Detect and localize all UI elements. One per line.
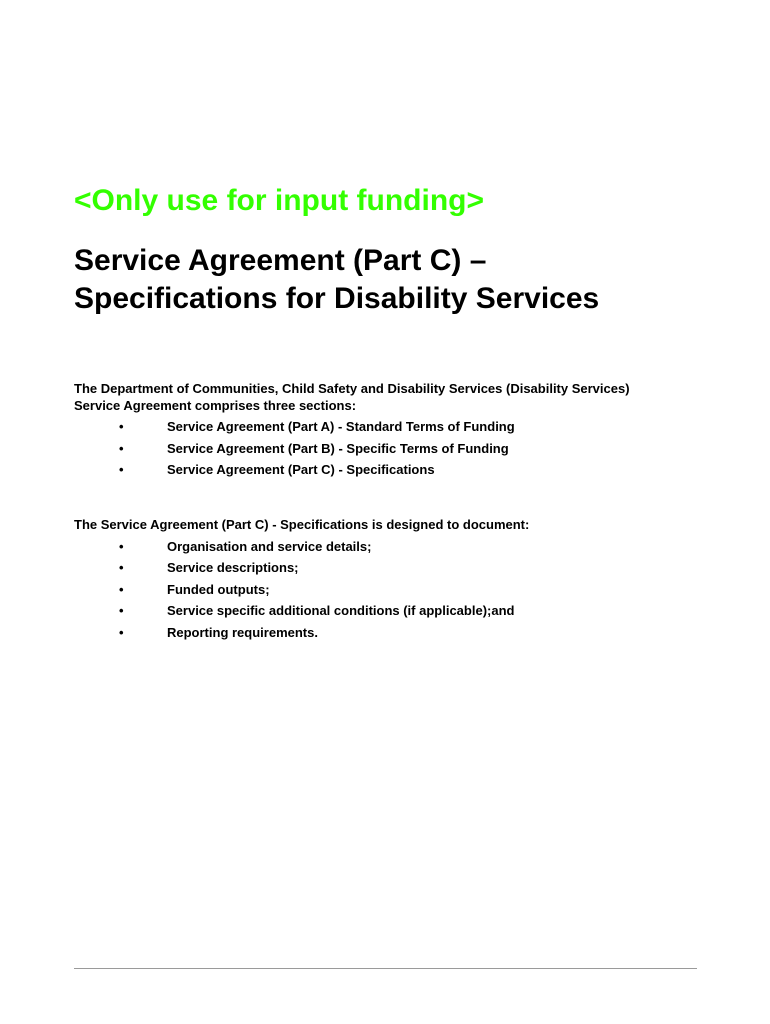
bullet-icon: • bbox=[119, 560, 124, 575]
list-item bbox=[74, 579, 714, 601]
purpose-list bbox=[74, 536, 714, 644]
list-item-text: Service Agreement (Part C) - Specifications bbox=[167, 462, 435, 477]
list-item bbox=[74, 459, 714, 481]
bullet-icon: • bbox=[119, 603, 124, 618]
bullet-icon: • bbox=[119, 538, 124, 554]
title-line-1: Service Agreement (Part C) – bbox=[74, 244, 487, 277]
footer-divider bbox=[74, 968, 697, 969]
sections-intro-line-1: The Department of Communities, Child Safety and Disability Services (Disability Services) bbox=[74, 381, 630, 396]
list-item bbox=[74, 622, 714, 644]
document-purpose bbox=[74, 517, 714, 643]
bullet-icon: • bbox=[119, 462, 124, 477]
list-item bbox=[74, 416, 714, 438]
list-item-text: Organisation and service details; bbox=[167, 538, 372, 554]
bullet-icon: • bbox=[119, 419, 124, 434]
title-line-2: Specifications for Disability Services bbox=[74, 282, 600, 315]
funding-notice: <Only use for input funding> bbox=[74, 184, 484, 217]
bullet-icon: • bbox=[119, 581, 124, 597]
list-item bbox=[74, 557, 714, 579]
list-item-text: Funded outputs; bbox=[167, 581, 270, 597]
list-item bbox=[74, 438, 714, 460]
sections-overview bbox=[74, 381, 714, 481]
sections-intro bbox=[74, 381, 714, 414]
bullet-icon: • bbox=[119, 624, 124, 640]
sections-intro-line-2: Service Agreement comprises three sections: bbox=[74, 397, 357, 413]
page-title bbox=[74, 242, 599, 318]
list-item-text: Reporting requirements. bbox=[167, 624, 318, 640]
list-item-text: Service Agreement (Part A) - Standard Terms of Funding bbox=[167, 419, 515, 434]
list-item-text: Service specific additional conditions (if applicable);and bbox=[167, 603, 515, 618]
list-item bbox=[74, 536, 714, 558]
list-item-text: Service Agreement (Part B) - Specific Terms of Funding bbox=[167, 440, 509, 456]
purpose-intro: The Service Agreement (Part C) - Specifications is designed to document: bbox=[74, 517, 530, 532]
sections-list bbox=[74, 416, 714, 481]
list-item bbox=[74, 600, 714, 622]
list-item-text: Service descriptions; bbox=[167, 560, 299, 575]
bullet-icon: • bbox=[119, 440, 124, 456]
